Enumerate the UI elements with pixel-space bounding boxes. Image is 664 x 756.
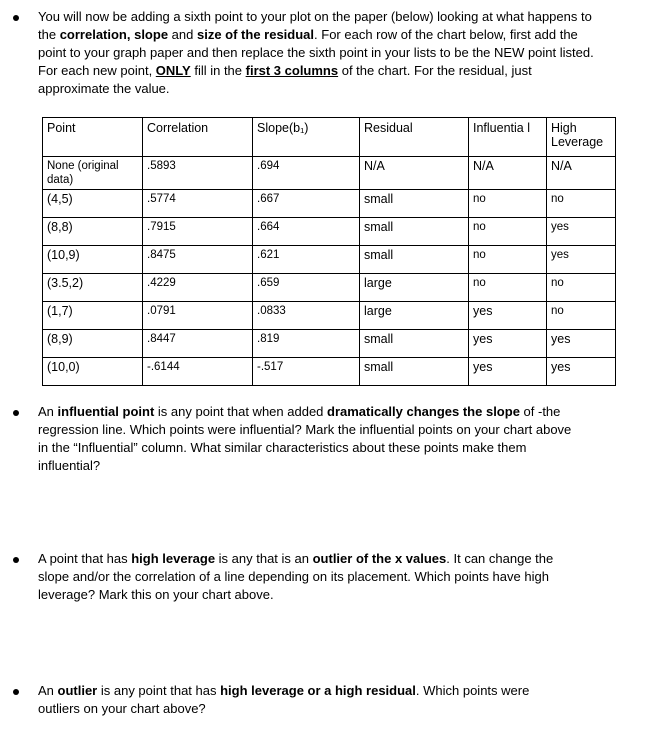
cell-correlation: .5893 (143, 157, 253, 190)
cell-correlation: -.6144 (143, 358, 253, 386)
cell-influential: yes (469, 330, 547, 358)
influential-paragraph (38, 403, 583, 475)
cell-leverage: yes (547, 358, 616, 386)
cell-leverage: yes (547, 330, 616, 358)
intro-first-3-columns: first 3 columns (245, 63, 339, 78)
cell-leverage: no (547, 190, 616, 218)
table-row (43, 330, 616, 358)
cell-residual: small (360, 218, 469, 246)
bullet-dot-icon (13, 689, 19, 695)
influential-text-1: An (38, 404, 58, 419)
cell-point: (3.5,2) (43, 274, 143, 302)
table-row (43, 190, 616, 218)
outlier-paragraph (38, 682, 568, 718)
cell-influential: no (469, 246, 547, 274)
outlier-bold-term: outlier (57, 683, 98, 698)
outlier-bold-definition: high leverage or a high residual (220, 683, 416, 698)
influential-text-3: of -the regression line. Which points were influential? Mark the influential points on your chart above in the “Influential” column. What similar characteristics about these points make them influential? (38, 404, 572, 473)
cell-residual: N/A (360, 157, 469, 190)
leverage-text-2: is any that is an (215, 551, 313, 566)
cell-point: (1,7) (43, 302, 143, 330)
cell-leverage: yes (547, 218, 616, 246)
cell-point: None (original data) (43, 157, 143, 190)
cell-correlation: .8475 (143, 246, 253, 274)
intro-paragraph (38, 8, 598, 98)
cell-point: (8,9) (43, 330, 143, 358)
table-header-row (43, 118, 616, 157)
cell-slope: .819 (253, 330, 360, 358)
cell-correlation: .7915 (143, 218, 253, 246)
cell-point: (10,0) (43, 358, 143, 386)
bullet-dot-icon (13, 557, 19, 563)
cell-slope: .659 (253, 274, 360, 302)
cell-influential: no (469, 274, 547, 302)
table-row (43, 274, 616, 302)
cell-residual: small (360, 190, 469, 218)
header-point: Point (43, 118, 143, 157)
influential-bold-term: influential point (57, 404, 155, 419)
table-row (43, 157, 616, 190)
cell-slope: .667 (253, 190, 360, 218)
table-row (43, 302, 616, 330)
intro-text-2: and (168, 27, 197, 42)
intro-text-1: You will now be adding a sixth point to your plot on the paper (below) looking at what happens to the (38, 9, 592, 42)
influential-bold-slope: dramatically changes the slope (327, 404, 520, 419)
cell-influential: no (469, 190, 547, 218)
cell-correlation: .5774 (143, 190, 253, 218)
cell-leverage: yes (547, 246, 616, 274)
header-slope: Slope(b₁) (253, 118, 360, 157)
cell-point: (8,8) (43, 218, 143, 246)
intro-text-3: . For each row of the chart below, first add the point to your graph paper and then replace the sixth point in your lists to be the NEW point listed. For each new point, (38, 27, 594, 78)
intro-text-5: of the chart. For the residual, just approximate the value. (38, 63, 532, 96)
leverage-bold-term: high leverage (131, 551, 216, 566)
intro-bold-residual: size of the residual (196, 27, 315, 42)
cell-influential: yes (469, 358, 547, 386)
cell-slope: -.517 (253, 358, 360, 386)
header-residual: Residual (360, 118, 469, 157)
cell-influential: yes (469, 302, 547, 330)
intro-bold-correlation-slope: correlation, slope (59, 27, 169, 42)
header-high-leverage: High Leverage (547, 118, 616, 157)
leverage-paragraph (38, 550, 568, 604)
outlier-text-2: is any point that has (97, 683, 221, 698)
influential-text-2: is any point that when added (154, 404, 328, 419)
cell-residual: small (360, 358, 469, 386)
cell-point: (4,5) (43, 190, 143, 218)
leverage-text-3: . It can change the slope and/or the correlation of a line depending on its placement. Which points have high leverage? Mark this on your chart above. (38, 551, 554, 602)
bullet-dot-icon (13, 410, 19, 416)
leverage-text-1: A point that has (38, 551, 132, 566)
cell-leverage: no (547, 302, 616, 330)
cell-influential: N/A (469, 157, 547, 190)
cell-leverage: no (547, 274, 616, 302)
header-influential: Influentia l (469, 118, 547, 157)
results-table (42, 117, 616, 386)
outlier-text-3: . Which points were outliers on your chart above? (38, 683, 530, 716)
cell-slope: .0833 (253, 302, 360, 330)
cell-residual: small (360, 330, 469, 358)
intro-only: ONLY (155, 63, 191, 78)
table-row (43, 358, 616, 386)
cell-leverage: N/A (547, 157, 616, 190)
table-row (43, 218, 616, 246)
cell-correlation: .4229 (143, 274, 253, 302)
outlier-text-1: An (38, 683, 58, 698)
cell-correlation: .0791 (143, 302, 253, 330)
cell-slope: .694 (253, 157, 360, 190)
cell-residual: large (360, 302, 469, 330)
cell-slope: .664 (253, 218, 360, 246)
cell-point: (10,9) (43, 246, 143, 274)
intro-text-4: fill in the (190, 63, 246, 78)
cell-influential: no (469, 218, 547, 246)
cell-residual: small (360, 246, 469, 274)
cell-residual: large (360, 274, 469, 302)
leverage-bold-outlier-x: outlier of the x values (312, 551, 447, 566)
cell-slope: .621 (253, 246, 360, 274)
header-correlation: Correlation (143, 118, 253, 157)
table-row (43, 246, 616, 274)
cell-correlation: .8447 (143, 330, 253, 358)
bullet-dot-icon (13, 15, 19, 21)
